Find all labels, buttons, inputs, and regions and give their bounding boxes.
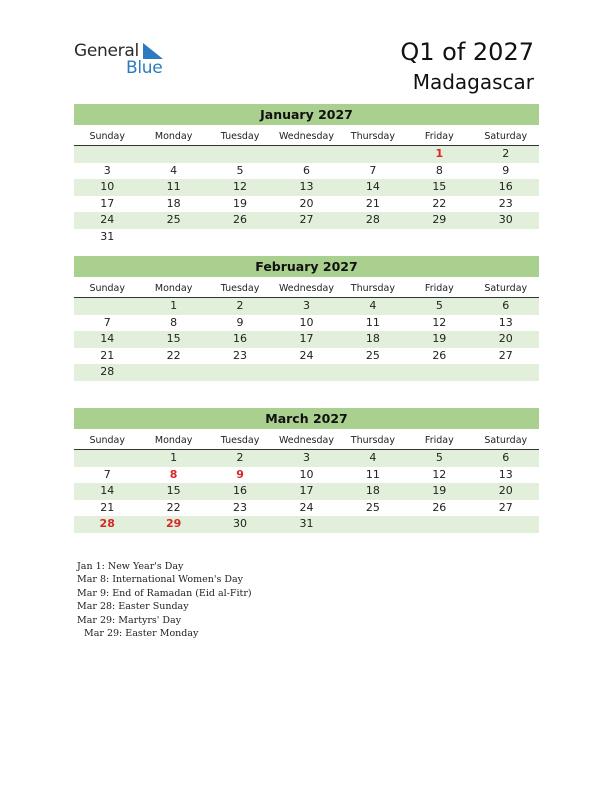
day-cell: 14 — [365, 180, 380, 194]
day-cell — [273, 146, 339, 163]
day-cell: 15 — [166, 332, 181, 346]
week-row — [74, 331, 539, 348]
day-cell: 10 — [299, 467, 314, 481]
day-cell: 18 — [365, 484, 380, 498]
month-calendar — [74, 104, 539, 246]
day-cell — [473, 229, 539, 246]
day-cell — [140, 364, 206, 381]
holiday-note: Mar 29: Martyrs' Day — [77, 614, 182, 626]
day-cell: 8 — [170, 315, 178, 329]
weekday-label: Monday — [154, 435, 193, 446]
day-cell: 22 — [166, 500, 181, 514]
week-row — [74, 163, 539, 180]
day-cell: 1 — [170, 299, 178, 312]
logo-triangle-icon — [141, 43, 163, 59]
day-cell: 19 — [432, 332, 447, 346]
holiday-day-cell: 8 — [169, 467, 178, 481]
day-cell: 17 — [299, 484, 314, 498]
week-row — [74, 196, 539, 213]
day-cell — [406, 516, 472, 533]
week-row — [74, 500, 539, 517]
day-cell: 17 — [299, 332, 314, 346]
day-cell: 20 — [498, 332, 513, 346]
weekday-header-row — [74, 280, 539, 298]
day-cell: 3 — [302, 451, 310, 464]
weekday-label: Friday — [424, 435, 454, 446]
week-row — [74, 467, 539, 484]
month-calendar — [74, 408, 539, 533]
holiday-notes — [77, 560, 252, 640]
weekday-label: Monday — [154, 283, 193, 294]
day-cell: 23 — [233, 348, 248, 362]
weekday-label: Thursday — [350, 283, 395, 294]
day-cell: 12 — [432, 467, 447, 481]
day-cell: 23 — [498, 196, 513, 210]
day-cell: 18 — [365, 332, 380, 346]
day-cell: 3 — [302, 299, 310, 312]
day-cell: 2 — [236, 451, 244, 464]
day-cell: 9 — [236, 315, 244, 329]
weekday-label: Wednesday — [278, 435, 334, 446]
day-cell: 28 — [100, 365, 115, 379]
day-cell: 6 — [502, 451, 510, 464]
day-cell: 30 — [233, 517, 248, 531]
day-cell: 26 — [233, 213, 248, 227]
weekday-label: Saturday — [484, 283, 528, 294]
holiday-day-cell: 28 — [99, 517, 115, 531]
day-cell: 12 — [432, 315, 447, 329]
day-cell: 31 — [299, 517, 314, 531]
day-cell: 24 — [100, 213, 115, 227]
day-cell: 30 — [498, 213, 513, 227]
day-cell: 16 — [233, 332, 248, 346]
day-cell — [74, 298, 140, 315]
day-cell — [473, 364, 539, 381]
day-cell: 5 — [435, 451, 443, 464]
day-cell — [140, 229, 206, 246]
weekday-label: Wednesday — [278, 283, 334, 294]
day-cell: 2 — [236, 299, 244, 312]
day-cell: 13 — [498, 315, 513, 329]
day-cell — [406, 364, 472, 381]
day-cell: 31 — [100, 229, 115, 243]
day-cell: 10 — [100, 180, 115, 194]
day-cell: 6 — [302, 163, 310, 177]
day-cell: 13 — [299, 180, 314, 194]
weekday-label: Tuesday — [220, 435, 260, 446]
day-cell — [207, 364, 273, 381]
day-cell — [74, 146, 140, 163]
week-row — [74, 146, 539, 163]
weekday-label: Wednesday — [278, 131, 334, 142]
weekday-header-row — [74, 128, 539, 146]
day-cell: 18 — [166, 196, 181, 210]
day-cell: 24 — [299, 500, 314, 514]
day-cell: 27 — [498, 348, 513, 362]
day-cell: 24 — [299, 348, 314, 362]
country-name: Madagascar — [412, 70, 534, 94]
logo-blue-text: Blue — [126, 58, 163, 78]
day-cell: 11 — [365, 467, 380, 481]
day-cell: 5 — [435, 299, 443, 312]
week-row — [74, 212, 539, 229]
day-cell: 21 — [365, 196, 380, 210]
day-cell: 1 — [170, 451, 178, 464]
weekday-label: Sunday — [89, 435, 125, 446]
day-cell: 12 — [233, 180, 248, 194]
weekday-label: Friday — [424, 131, 454, 142]
logo-general-text: General — [74, 41, 139, 61]
weekday-label: Tuesday — [220, 131, 260, 142]
day-cell: 16 — [233, 484, 248, 498]
day-cell: 15 — [166, 484, 181, 498]
weekday-label: Monday — [154, 131, 193, 142]
day-cell — [273, 229, 339, 246]
day-cell — [140, 146, 206, 163]
day-cell: 23 — [233, 500, 248, 514]
week-row — [74, 483, 539, 500]
day-cell — [74, 450, 140, 467]
weekday-label: Saturday — [484, 435, 528, 446]
week-row — [74, 364, 539, 381]
day-cell — [406, 229, 472, 246]
day-cell: 28 — [365, 213, 380, 227]
day-cell: 4 — [369, 451, 377, 464]
day-cell — [340, 516, 406, 533]
day-cell: 13 — [498, 467, 513, 481]
day-cell — [207, 229, 273, 246]
day-cell: 26 — [432, 348, 447, 362]
day-cell: 22 — [166, 348, 181, 362]
day-cell: 14 — [100, 332, 115, 346]
holiday-day-cell: 1 — [435, 147, 444, 160]
month-title: March 2027 — [74, 408, 539, 429]
weekday-label: Friday — [424, 283, 454, 294]
day-cell: 29 — [432, 213, 447, 227]
day-cell: 27 — [299, 213, 314, 227]
weekday-label: Sunday — [89, 283, 125, 294]
week-row — [74, 229, 539, 246]
day-cell: 15 — [432, 180, 447, 194]
month-title: February 2027 — [74, 256, 539, 277]
week-row — [74, 516, 539, 533]
generalblue-logo — [74, 41, 184, 81]
day-cell: 9 — [502, 163, 510, 177]
holiday-day-cell: 9 — [236, 467, 244, 481]
day-cell: 17 — [100, 196, 115, 210]
day-cell: 8 — [435, 163, 443, 177]
day-cell: 7 — [103, 315, 111, 329]
day-cell — [340, 146, 406, 163]
day-cell: 21 — [100, 500, 115, 514]
weekday-label: Thursday — [350, 435, 395, 446]
holiday-note: Jan 1: New Year's Day — [77, 561, 184, 572]
day-cell — [340, 229, 406, 246]
page-title: Q1 of 2027 — [400, 38, 534, 66]
week-row — [74, 298, 539, 315]
week-row — [74, 450, 539, 467]
day-cell: 20 — [498, 484, 513, 498]
day-cell — [207, 146, 273, 163]
day-cell: 25 — [365, 500, 380, 514]
weekday-label: Thursday — [350, 131, 395, 142]
week-row — [74, 179, 539, 196]
week-row — [74, 315, 539, 332]
weekday-label: Sunday — [89, 131, 125, 142]
month-title: January 2027 — [74, 104, 539, 125]
day-cell: 19 — [432, 484, 447, 498]
day-cell: 21 — [100, 348, 115, 362]
weekday-label: Saturday — [484, 131, 528, 142]
day-cell: 26 — [432, 500, 447, 514]
day-cell: 6 — [502, 299, 510, 312]
day-cell: 22 — [432, 196, 447, 210]
day-cell: 11 — [365, 315, 380, 329]
day-cell: 4 — [369, 299, 377, 312]
day-cell: 4 — [170, 163, 178, 177]
day-cell: 3 — [103, 163, 111, 177]
holiday-day-cell: 29 — [165, 517, 182, 531]
day-cell — [473, 516, 539, 533]
day-cell: 2 — [502, 147, 510, 160]
holiday-note: Mar 29: Easter Monday — [84, 627, 199, 639]
day-cell: 25 — [365, 348, 380, 362]
day-cell: 25 — [166, 213, 181, 227]
day-cell: 27 — [498, 500, 513, 514]
holiday-note: Mar 8: International Women's Day — [77, 574, 244, 586]
day-cell: 5 — [236, 163, 244, 177]
week-row — [74, 348, 539, 365]
day-cell — [273, 364, 339, 381]
holiday-note: Mar 9: End of Ramadan (Eid al-Fitr) — [77, 587, 252, 599]
day-cell: 19 — [233, 196, 248, 210]
day-cell — [340, 364, 406, 381]
day-cell: 11 — [166, 180, 181, 194]
holiday-note: Mar 28: Easter Sunday — [77, 601, 189, 613]
day-cell: 7 — [369, 163, 377, 177]
weekday-label: Tuesday — [220, 283, 260, 294]
day-cell: 20 — [299, 196, 314, 210]
day-cell: 7 — [103, 467, 111, 481]
weekday-header-row — [74, 432, 539, 450]
day-cell: 10 — [299, 315, 314, 329]
month-calendar — [74, 256, 539, 381]
day-cell: 16 — [498, 180, 513, 194]
day-cell: 14 — [100, 484, 115, 498]
